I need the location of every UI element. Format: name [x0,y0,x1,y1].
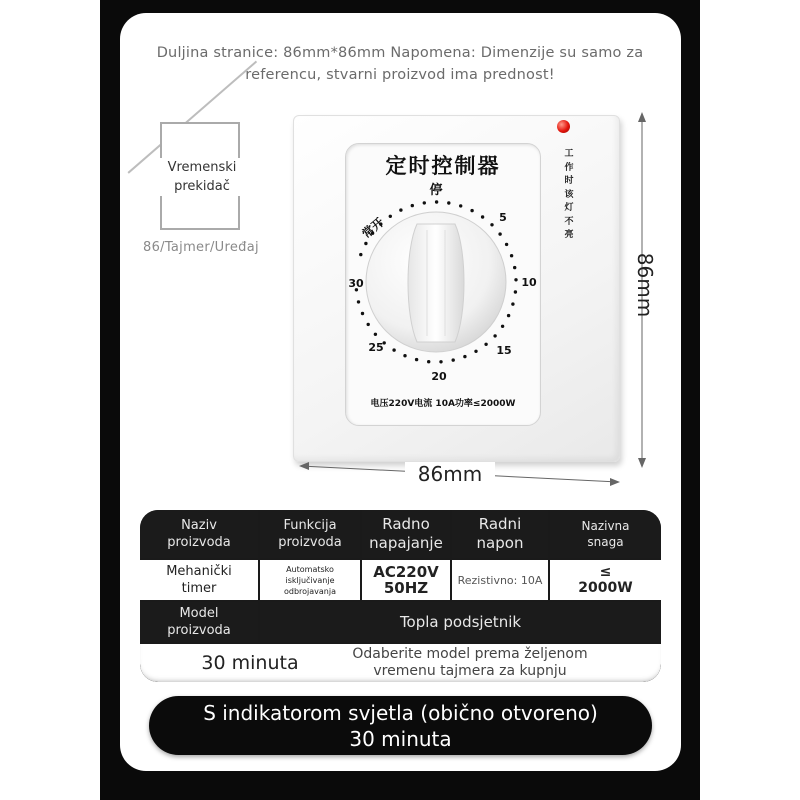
dial-dot [359,253,362,256]
dial-dot [463,355,466,358]
dial-dot [357,300,360,303]
header-tip: Topla podsjetnik [260,602,661,642]
dial-dot [415,358,418,361]
width-dimension-label: 86mm [405,462,495,486]
dial-dot [511,302,514,305]
dimension-note [140,42,660,86]
dial-dot [505,243,508,246]
header-product-function: Funkcija proizvoda [260,510,360,558]
spec-table [140,510,661,682]
indicator-text: 工作时该灯不亮 [564,149,574,240]
dial-dot [514,278,517,281]
timer-dial [345,180,541,390]
model-row [140,644,661,682]
value-product-function: Automatsko isključivanje odbrojavanja [260,560,360,600]
dial-dot [470,209,473,212]
dial-tick-20: 20 [431,370,447,383]
dial-stop-label: 停 [429,183,443,198]
dial-dot [411,204,414,207]
dial-tick-25: 25 [368,341,384,354]
dial-dot [364,242,367,245]
height-dimension-label: 86mm [633,252,657,318]
dial-dot [459,204,462,207]
header-voltage: Radni napon [452,510,548,558]
banner-line-1: S indikatorom svjetla (obično otvoreno) [203,701,598,725]
dial-dot [374,333,377,336]
dial-dot [510,254,513,257]
dial-dot [423,201,426,204]
dial-tick-30: 30 [348,277,364,290]
timer-title: 定时控制器 [385,154,501,178]
dial-dot [513,266,516,269]
value-rated-power-symbol: ≤ [599,564,612,580]
value-power-supply-hz: 50HZ [383,579,429,597]
dial-dot [447,201,450,204]
dial-dot [484,343,487,346]
dial-tick-15: 15 [496,344,512,357]
value-model: 30 minuta [201,652,299,674]
dial-dot [481,215,484,218]
value-voltage: Rezistivno: 10A [452,560,548,600]
dial-dot [490,223,493,226]
dial-dot [392,348,395,351]
dial-grip [408,224,464,342]
dial-tick-10: 10 [521,276,537,289]
dial-dot [507,314,510,317]
dial-dot [501,325,504,328]
thumbnail-caption: 86/Tajmer/Uređaj [143,240,259,255]
dial-on-label: 常开 [359,214,387,242]
dial-dot [427,360,430,363]
dial-dot [389,215,392,218]
dial-dot [403,354,406,357]
dial-dot [435,200,438,203]
dial-dot [498,232,501,235]
dial-dot [399,208,402,211]
dial-dot [514,290,517,293]
note-line-1: Duljina stranice: 86mm*86mm Napomena: Dimenzije su samo za [156,45,644,61]
value-power-supply [362,560,450,600]
header-power-supply: Radno napajanje [362,510,450,558]
value-power-supply-ac: AC220V [373,563,439,581]
value-tip: Odaberite model prema željenom vremenu tajmera za kupnju [352,646,588,679]
dial-dot [367,323,370,326]
value-product-name: Mehanički timer [140,560,258,600]
dial-tick-5: 5 [499,211,507,224]
dial-dot [452,358,455,361]
thumbnail-label: Vremenski prekidač [160,158,244,196]
dial-dot [361,312,364,315]
rating-label: 电压220V电流 10A功率≤2000W [370,399,516,409]
indicator-banner [149,696,652,755]
note-line-2: referencu, stvarni proizvod ima prednost! [245,67,555,83]
header-model: Model proizvoda [140,602,258,642]
value-rated-power-watts: 2000W [578,580,633,596]
dial-dot [439,360,442,363]
value-rated-power [550,560,661,600]
header-rated-power: Nazivna snaga [550,510,661,558]
indicator-light-icon [557,120,570,133]
header-product-name: Naziv proizvoda [140,510,258,558]
banner-line-2: 30 minuta [349,727,452,751]
dial-dot [474,350,477,353]
dial-dot [493,334,496,337]
